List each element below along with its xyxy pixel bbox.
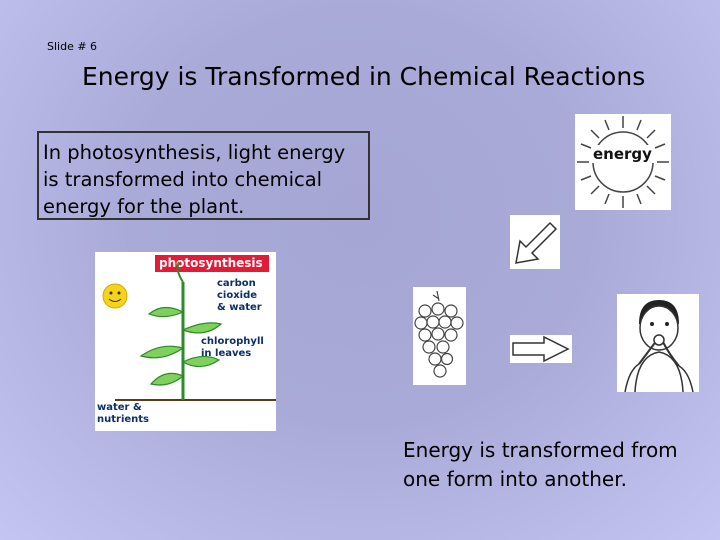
diagonal-arrow-image xyxy=(510,215,560,269)
photosynthesis-header: photosynthesis xyxy=(155,255,269,272)
grapes-image xyxy=(413,287,466,385)
photosynthesis-textbox[interactable]: In photosynthesis, light energy is transformed into chemical energy for the plant. xyxy=(37,131,370,220)
right-arrow-icon xyxy=(510,335,572,363)
right-arrow-image xyxy=(510,335,572,363)
diagonal-arrow-icon xyxy=(510,215,560,269)
chlorophyll-label: chlorophyll in leaves xyxy=(201,336,264,359)
water-nutrients-label: water & nutrients xyxy=(97,402,150,425)
photosynthesis-diagram xyxy=(95,252,276,431)
energy-sun-image xyxy=(575,114,671,210)
child-eating-icon xyxy=(617,294,699,392)
energy-label: energy xyxy=(593,145,652,163)
transformation-caption[interactable]: Energy is transformed from one form into another. xyxy=(403,438,678,491)
carbon-dioxide-label: carbon cioxide & water xyxy=(217,278,262,313)
child-eating-image xyxy=(617,294,699,392)
slide-number: Slide # 6 xyxy=(47,40,98,53)
grapes-icon xyxy=(413,287,466,385)
slide-title: Energy is Transformed in Chemical Reactions xyxy=(82,62,646,91)
